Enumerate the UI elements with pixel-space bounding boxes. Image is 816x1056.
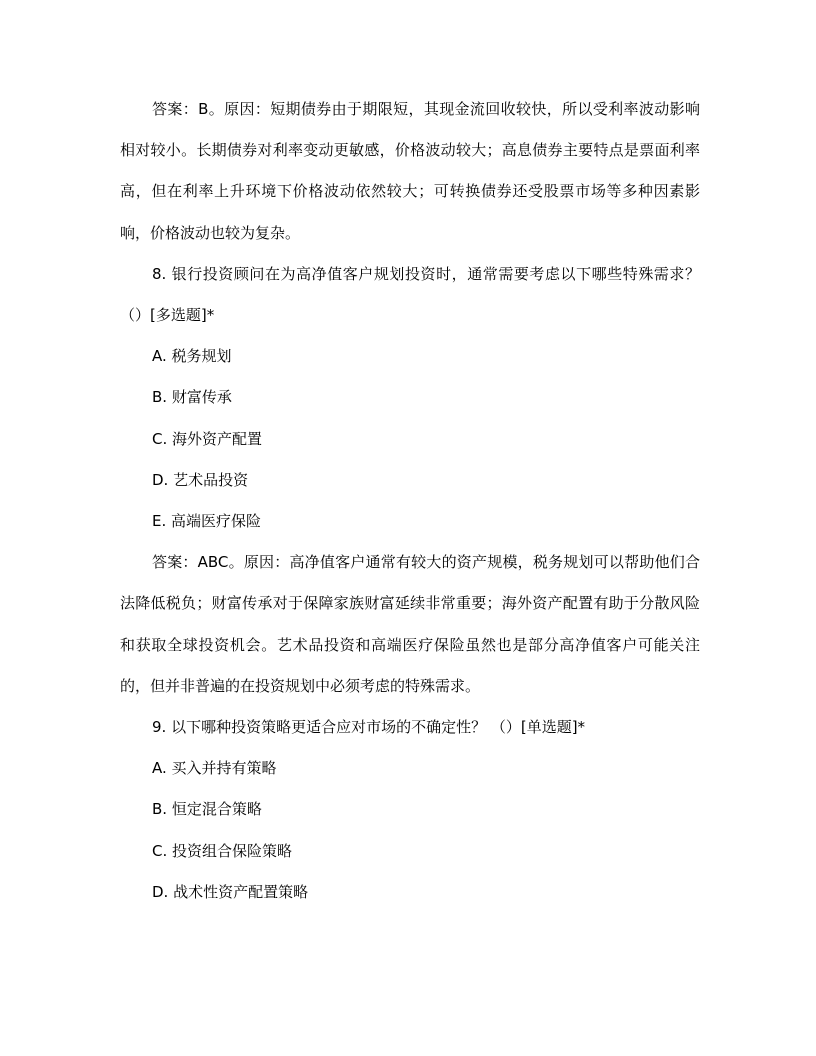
question-8-stem: 8. 银行投资顾问在为高净值客户规划投资时，通常需要考虑以下哪些特殊需求？ （）[多选题]* — [120, 264, 700, 325]
document-page — [120, 89, 700, 913]
question-9-option-a: A. 买入并持有策略 — [152, 759, 277, 778]
answer-7-paragraph: 答案：B。原因：短期债券由于期限短，其现金流回收较快，所以受利率波动影响相对较小。长期债券对利率变动更敏感，价格波动较大；高息债券主要特点是票面利率高，但在利率上升环境下价格波动依然较大；可转换债券还受股票市场等多种因素影响，价格波动也较为复杂。 — [120, 100, 700, 242]
question-8-option-a: A. 税务规划 — [152, 347, 232, 366]
question-9-option-b: B. 恒定混合策略 — [152, 800, 262, 819]
question-9-option-d: D. 战术性资产配置策略 — [152, 882, 309, 901]
answer-8-paragraph: 答案：ABC。原因：高净值客户通常有较大的资产规模，税务规划可以帮助他们合法降低税负；财富传承对于保障家族财富延续非常重要；海外资产配置有助于分散风险和获取全球投资机会。艺术品投资和高端医疗保险虽然也是部分高净值客户可能关注的，但并非普遍的在投资规划中必须考虑的特殊需求。 — [120, 553, 700, 695]
question-8-option-c: C. 海外资产配置 — [152, 429, 263, 448]
question-9-stem: 9. 以下哪种投资策略更适合应对市场的不确定性？ （）[单选题]* — [152, 718, 586, 737]
question-9-option-c: C. 投资组合保险策略 — [152, 841, 293, 860]
question-8-option-e: E. 高端医疗保险 — [152, 512, 262, 531]
question-8-option-d: D. 艺术品投资 — [152, 470, 249, 489]
question-8-option-b: B. 财富传承 — [152, 388, 232, 407]
